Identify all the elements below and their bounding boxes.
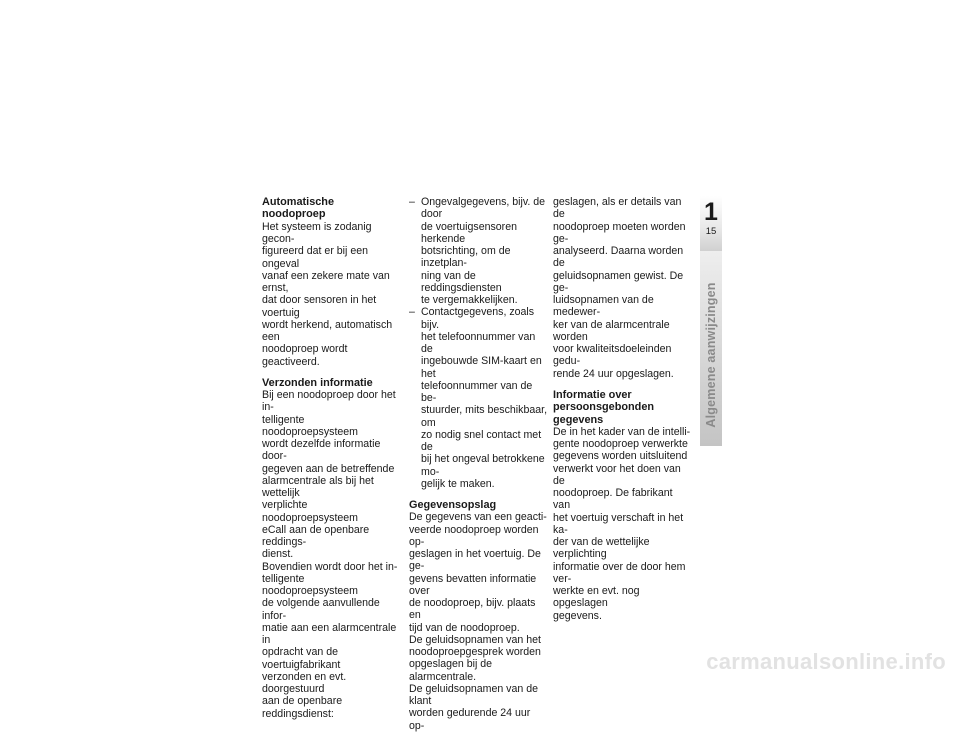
paragraph: De in het kader van de intelli- gente noodoproep verwerkte gegevens worden uitsluitend verwerkt voor het doen van de noodoproep. De fabrikant van het voertuig verschaft in het ka- der van de wettelijke verplichting informatie over de door hem ver- werkte en evt. nog opgeslagen gegevens. bbox=[553, 425, 691, 622]
heading-persoonsgebonden-gegevens: Informatie over persoonsgebonden gegevens bbox=[553, 388, 655, 426]
paragraph: De gegevens van een geacti- veerde noodoproep worden op- geslagen in het voertuig. De ge- gevens bevatten informatie over de noodoproep, bijv. plaats en tijd van de noodoproep. bbox=[409, 511, 547, 634]
paragraph: Bij een noodoproep door het in- telligente noodoproepsysteem wordt dezelfde informatie door- gegeven aan de betreffende alarmcentrale als bij het wettelijk verplichte noodoproepsysteem eCall aan de openbare reddings- dienst. bbox=[262, 389, 396, 561]
watermark: carmanualsonline.info bbox=[706, 649, 946, 674]
section-label: Algemene aanwijzingen bbox=[704, 282, 718, 428]
column-1 bbox=[262, 196, 400, 720]
info-list bbox=[409, 196, 547, 490]
page-number: 15 bbox=[705, 226, 717, 237]
heading-automatische-noodoproep: Automatische noodoproep bbox=[262, 196, 335, 221]
paragraph: Bovendien wordt door het in- telligente noodoproepsysteem de volgende aanvullende infor- matie aan een alarmcentrale in opdracht van de voertuigfabrikant verzonden en evt. doorgestuurd aan de openbare reddingsdienst: bbox=[262, 560, 398, 720]
paragraph: geslagen, als er details van de noodoproep moeten worden ge- analyseerd. Daarna worden de geluidsopnamen gewist. De ge- luidsopnamen van de medewer- ker van de alarmcentrale worden voor kwaliteitsdoeleinden gedu- rende 24 uur opgeslagen. bbox=[553, 196, 686, 380]
heading-verzonden-informatie: Verzonden informatie bbox=[262, 376, 373, 389]
paragraph: Het systeem is zodanig gecon- figureerd dat er bij een ongeval vanaf een zekere mate van ernst, dat door sensoren in het voertuig wordt herkend, automatisch een noodoproep wordt geactiveerd. bbox=[262, 220, 393, 368]
column-2 bbox=[409, 196, 547, 732]
chapter-number: 1 bbox=[704, 198, 718, 226]
list-item: – Contactgegevens, zoals bijv. het telefoonnummer van de ingebouwde SIM-kaart en het telefoonnummer van de be- stuurder, mits beschikbaar, om zo nodig snel contact met de bij het ongeval betrokkene mo- gelijk te maken. bbox=[409, 306, 547, 490]
list-item: – Ongevalgegevens, bijv. de door de voertuigsensoren herkende botsrichting, om de inzetplan- ning van de reddingsdiensten te vergemakkelijken. bbox=[409, 196, 547, 306]
heading-gegevensopslag: Gegevensopslag bbox=[409, 499, 497, 511]
paragraph: De geluidsopnamen van het noodoproepgesprek worden opgeslagen bij de alarmcentrale. De geluidsopnamen van de klant worden gedurende 24 uur op- bbox=[409, 633, 541, 732]
column-3 bbox=[553, 196, 691, 622]
